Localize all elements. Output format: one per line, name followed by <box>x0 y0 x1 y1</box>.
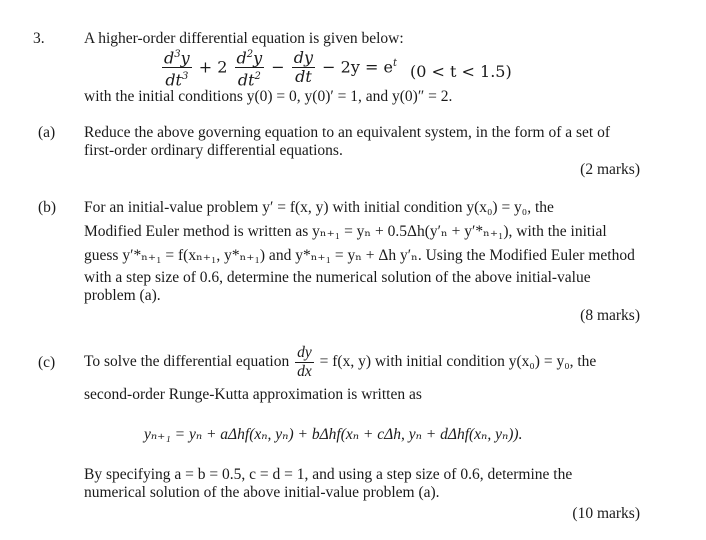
question-number: 3. <box>33 30 45 47</box>
part-b-line4: with a step size of 0.6, determine the numerical solution of the above initial-value <box>84 269 591 286</box>
part-c-marks: (10 marks) <box>572 505 640 522</box>
part-c-line1-pre: To solve the differential equation <box>84 353 290 371</box>
part-b-line5: problem (a). <box>84 287 161 304</box>
second-derivative-fraction: $\frac{d^2y}{dt^2}$ <box>235 46 265 90</box>
question-intro: A higher-order differential equation is given below: <box>84 30 404 47</box>
domain-range: (0 < t < 1.5) <box>410 62 512 81</box>
part-a-label: (a) <box>38 124 56 141</box>
part-b-line1: For an initial-value problem y′ = f(x, y) with initial condition y(x₀) = y₀, the <box>84 199 554 216</box>
ode-exponent: t <box>392 58 397 69</box>
runge-kutta-formula: yₙ₊₁ = yₙ + aΔhf(xₙ, yₙ) + bΔhf(xₙ + cΔh, yₙ + dΔhf(xₙ, yₙ)). <box>144 426 523 443</box>
part-a-marks: (2 marks) <box>580 161 640 178</box>
part-c-line1-post: = f(x, y) with initial condition y(x₀) = y₀, the <box>319 353 597 371</box>
part-c-line4: numerical solution of the above initial-value problem (a). <box>84 484 440 501</box>
differential-equation: $\frac{d^3y}{dt^3}$ + 2 $\frac{d^2y}{dt^2}$ − $\frac{dy}{dt}$ − $2y = e^t$ <box>160 46 397 90</box>
part-a-line1: Reduce the above governing equation to an equivalent system, in the form of a set of <box>84 124 610 141</box>
part-c-line2: second-order Runge-Kutta approximation is written as <box>84 386 422 403</box>
part-b-label: (b) <box>38 199 57 216</box>
part-b-line3: guess y′*ₙ₊₁ = f(xₙ₊₁, y*ₙ₊₁) and y*ₙ₊₁ = yₙ + Δh y′ₙ. Using the Modified Euler method <box>84 247 635 264</box>
first-derivative-fraction: $\frac{dy}{dt}$ <box>293 48 314 87</box>
initial-conditions: with the initial conditions y(0) = 0, y(0)′ = 1, and y(0)″ = 2. <box>84 88 453 105</box>
dy-dx-fraction <box>295 344 314 381</box>
part-b-marks: (8 marks) <box>580 307 640 324</box>
part-c-label: (c) <box>38 354 56 371</box>
dx-denominator: dx <box>297 363 312 380</box>
part-c-line1 <box>84 344 596 381</box>
part-b-line2: Modified Euler method is written as yₙ₊₁ = yₙ + 0.5Δh(y′ₙ + y′*ₙ₊₁), with the initial <box>84 223 607 240</box>
part-c-line3: By specifying a = b = 0.5, c = d = 1, and using a step size of 0.6, determine the <box>84 466 573 483</box>
third-derivative-fraction: $\frac{d^3y}{dt^3}$ <box>162 46 192 90</box>
ode-rhs: − 2y = e <box>322 57 393 77</box>
dy-numerator: dy <box>297 344 312 361</box>
part-a-line2: first-order ordinary differential equations. <box>84 142 343 159</box>
